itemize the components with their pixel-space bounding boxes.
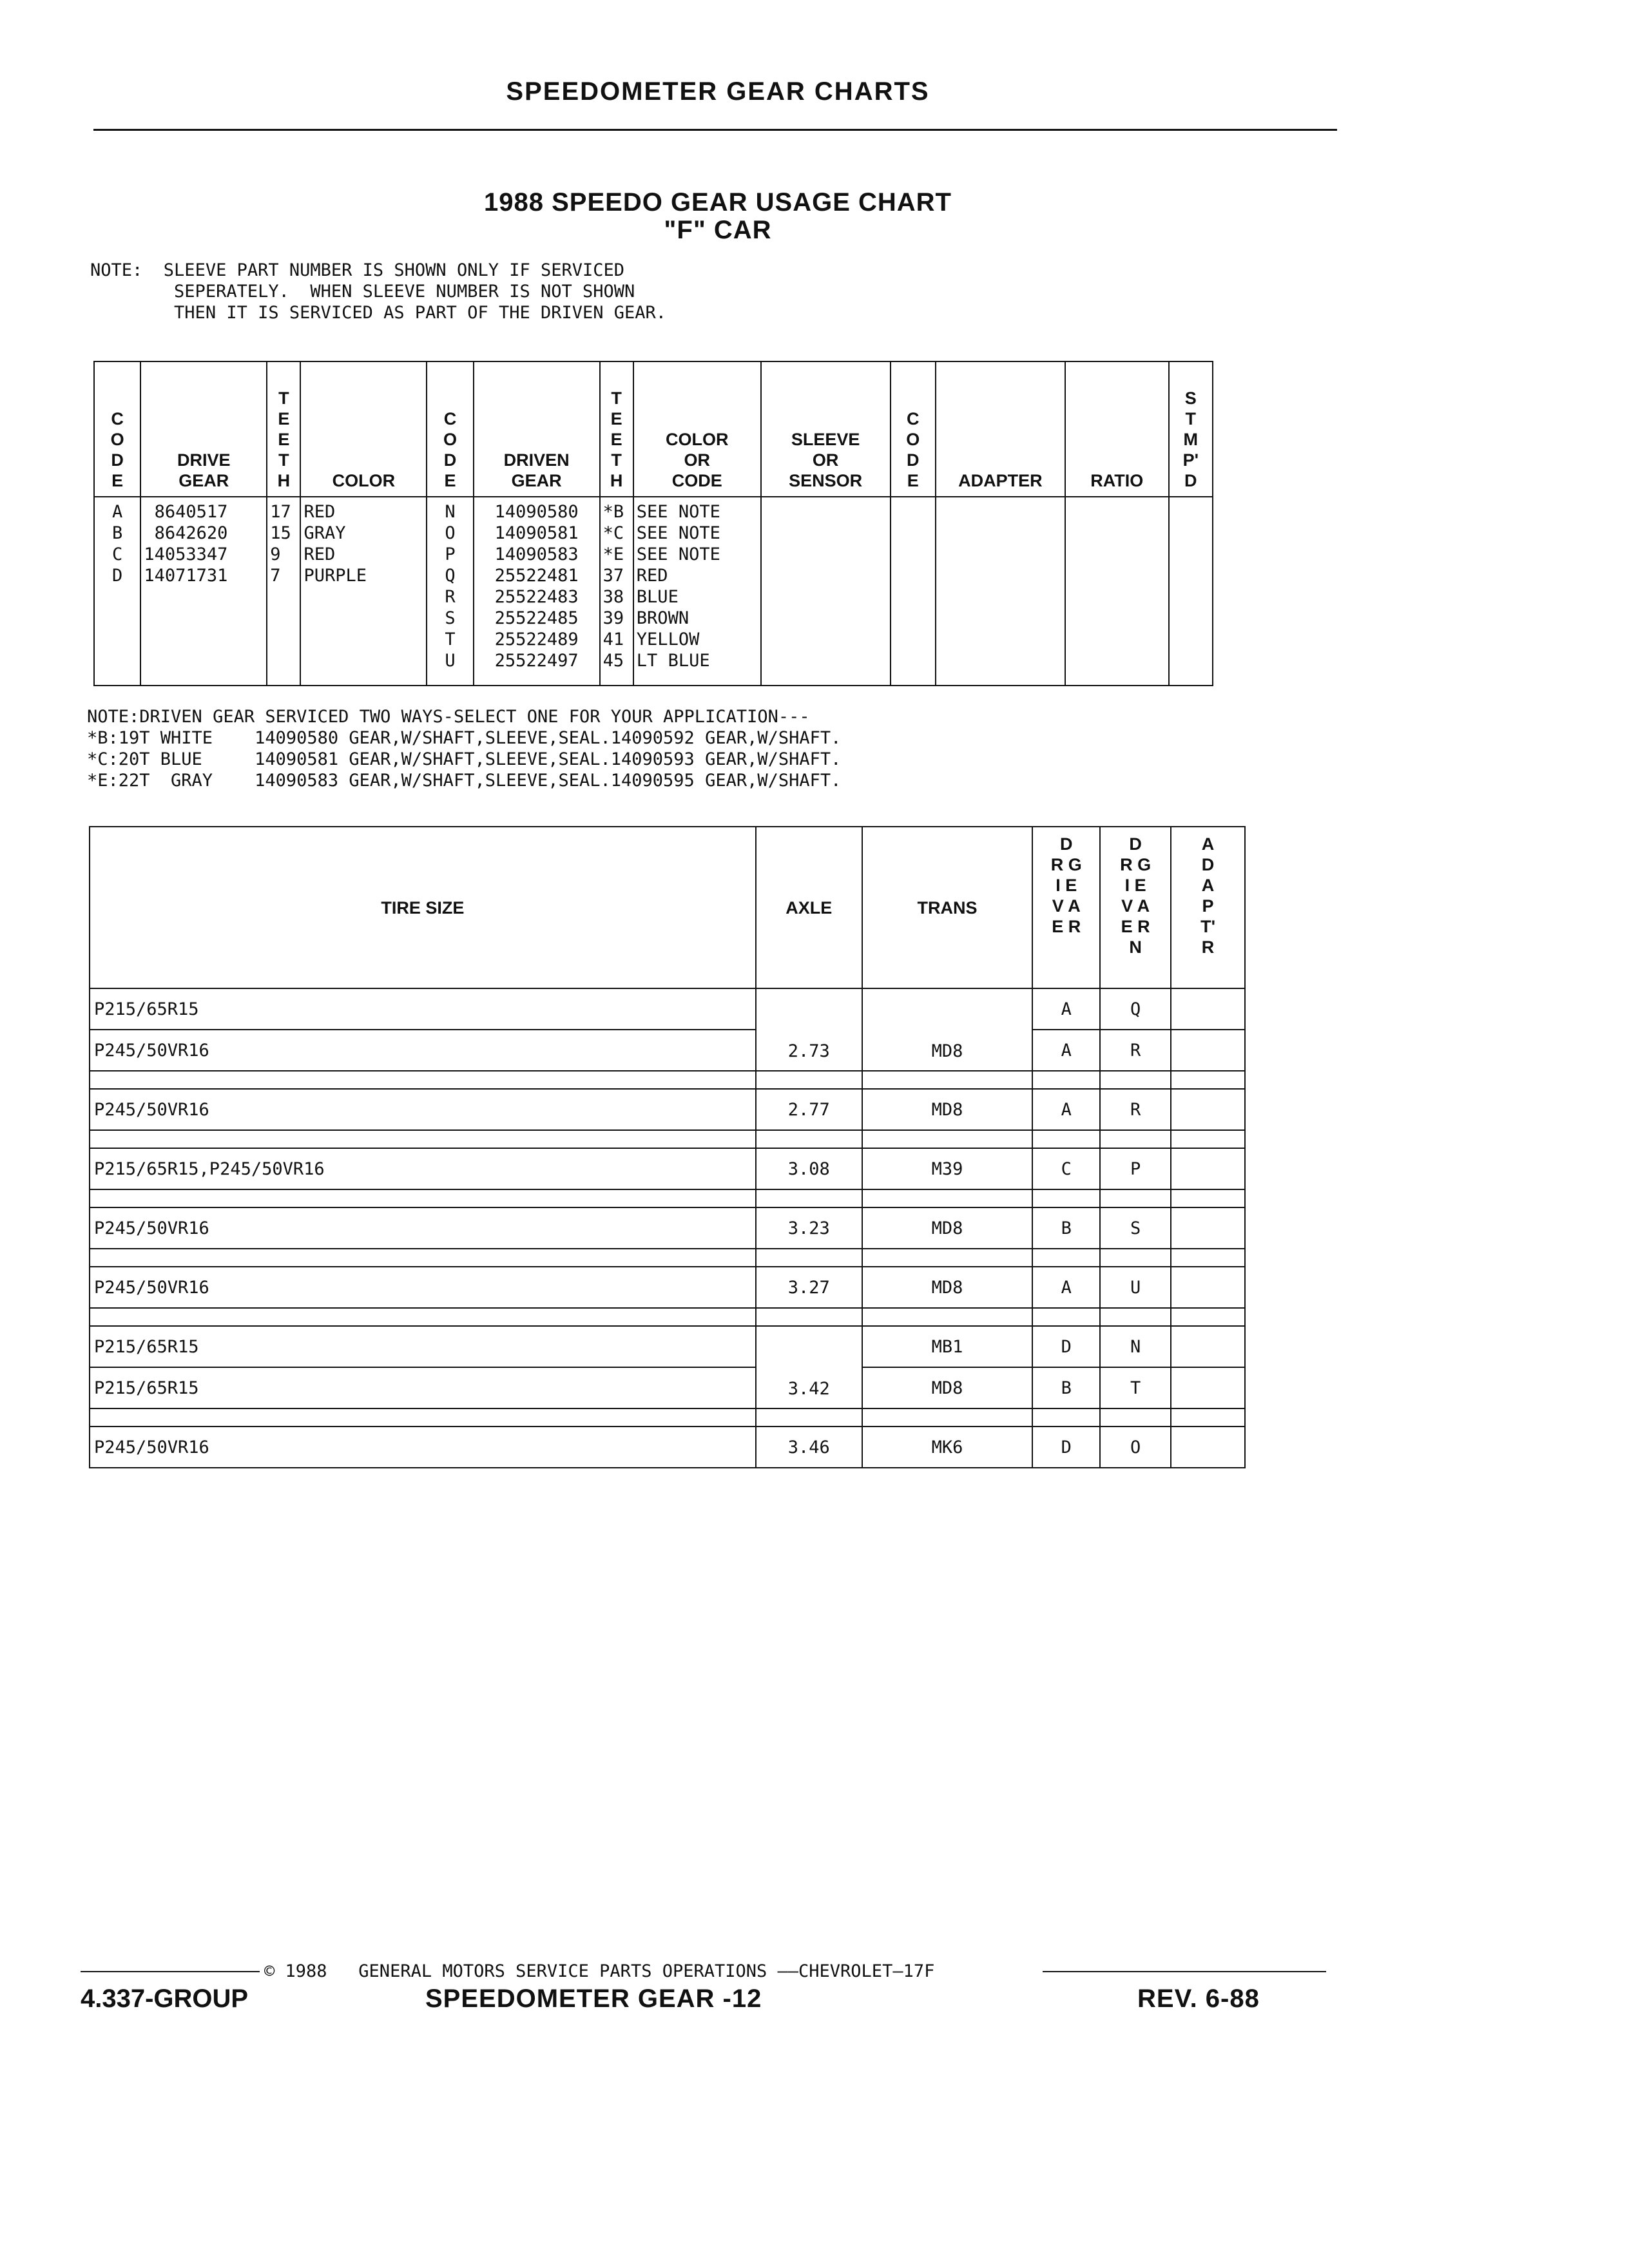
service-note-line: NOTE:DRIVEN GEAR SERVICED TWO WAYS-SELECT ONE FOR YOUR APPLICATION--- <box>87 707 810 727</box>
table-row <box>90 1267 1245 1308</box>
trans-cell: MD8 <box>862 1367 1033 1408</box>
drive-gear-column: 8640517 8642620 14053347 14071731 <box>140 497 267 686</box>
header-color: COLOR <box>300 361 427 497</box>
trans-cell: M39 <box>862 1148 1033 1189</box>
tire-size-cell: P245/50VR16 <box>90 1089 756 1130</box>
ratio-column <box>1065 497 1169 686</box>
header-divider <box>93 129 1337 131</box>
tire-size-cell: P215/65R15 <box>90 988 756 1030</box>
adapter-cell <box>1171 1267 1245 1308</box>
header-teeth: T E E T H <box>267 361 300 497</box>
adapter-cell <box>1171 988 1245 1030</box>
driven-teeth-column: *B *C *E 37 38 39 41 45 <box>600 497 633 686</box>
note-line-2: SEPERATELY. WHEN SLEEVE NUMBER IS NOT SHOWN <box>174 282 635 302</box>
trans-cell: MK6 <box>862 1427 1033 1468</box>
footer-section-title: SPEEDOMETER GEAR -12 <box>425 1984 762 2013</box>
separator-row <box>90 1189 1245 1207</box>
note-line-3: THEN IT IS SERVICED AS PART OF THE DRIVEN GEAR. <box>174 303 667 323</box>
color-column: RED GRAY RED PURPLE <box>300 497 427 686</box>
table-row <box>90 1207 1245 1249</box>
note-label: NOTE: <box>90 260 143 280</box>
tire-size-cell: P245/50VR16 <box>90 1207 756 1249</box>
driven-gear-cell: U <box>1100 1267 1171 1308</box>
header-trans: TRANS <box>862 827 1033 988</box>
header-adapter: ADAPTER <box>936 361 1065 497</box>
separator-row <box>90 1130 1245 1148</box>
drive-gear-cell: A <box>1032 1030 1100 1071</box>
table-row <box>90 1030 1245 1071</box>
stmpd-column <box>1169 497 1213 686</box>
note-line-1: SLEEVE PART NUMBER IS SHOWN ONLY IF SERVICED <box>163 260 625 280</box>
header-color-or-code: COLOR OR CODE <box>633 361 761 497</box>
table-row <box>90 1367 1245 1408</box>
color-or-code-column: SEE NOTE SEE NOTE SEE NOTE RED BLUE BROWN YELLOW LT BLUE <box>633 497 761 686</box>
service-note-line: *C:20T BLUE 14090581 GEAR,W/SHAFT,SLEEVE,SEAL.14090593 GEAR,W/SHAFT. <box>87 749 842 769</box>
table-row <box>90 988 1245 1030</box>
table-row <box>90 1148 1245 1189</box>
chart-subtitle: "F" CAR <box>664 216 772 244</box>
tire-size-cell: P215/65R15,P245/50VR16 <box>90 1148 756 1189</box>
gear-table-body <box>94 497 1213 686</box>
adapter-column <box>936 497 1065 686</box>
header-sleeve-or-sensor: SLEEVE OR SENSOR <box>761 361 891 497</box>
axle-cell: 3.46 <box>756 1427 862 1468</box>
trans-cell: MD8 <box>862 988 1033 1071</box>
drive-gear-cell: A <box>1032 988 1100 1030</box>
driven-gear-cell: Q <box>1100 988 1171 1030</box>
table-row <box>90 1326 1245 1367</box>
driven-gear-cell: R <box>1100 1089 1171 1130</box>
header-code: C O D E <box>427 361 473 497</box>
teeth-column: 17 15 9 7 <box>267 497 300 686</box>
driven-gear-cell: R <box>1100 1030 1171 1071</box>
page-header: SPEEDOMETER GEAR CHARTS <box>506 77 930 106</box>
table-row <box>90 1089 1245 1130</box>
axle-cell: 2.77 <box>756 1089 862 1130</box>
tire-size-cell: P245/50VR16 <box>90 1427 756 1468</box>
trans-cell: MD8 <box>862 1267 1033 1308</box>
drive-gear-cell: A <box>1032 1089 1100 1130</box>
header-drive-gear: D R G I E V A E R <box>1032 827 1100 988</box>
driven-gear-cell: O <box>1100 1427 1171 1468</box>
code3-column <box>891 497 936 686</box>
adapter-cell <box>1171 1326 1245 1367</box>
footer-rule <box>81 1971 260 1972</box>
separator-row <box>90 1308 1245 1326</box>
header-teeth: T E E T H <box>600 361 633 497</box>
tire-size-cell: P215/65R15 <box>90 1367 756 1408</box>
footer-copyright: © 1988 GENERAL MOTORS SERVICE PARTS OPERATIONS ——CHEVROLET—17F <box>264 1961 935 1981</box>
drive-gear-cell: A <box>1032 1267 1100 1308</box>
axle-cell: 3.08 <box>756 1148 862 1189</box>
drive-gear-cell: D <box>1032 1427 1100 1468</box>
drive-gear-cell: B <box>1032 1367 1100 1408</box>
tire-size-cell: P245/50VR16 <box>90 1267 756 1308</box>
code-column: A B C D <box>94 497 140 686</box>
trans-cell: MD8 <box>862 1207 1033 1249</box>
footer-rule <box>1043 1971 1326 1972</box>
table-row <box>90 1427 1245 1468</box>
tire-usage-table <box>89 826 1246 1468</box>
driven-gear-service-note <box>87 706 841 791</box>
header-adapter: A D A P T' R <box>1171 827 1245 988</box>
driven-gear-cell: T <box>1100 1367 1171 1408</box>
driven-code-column: N O P Q R S T U <box>427 497 473 686</box>
driven-gear-cell: S <box>1100 1207 1171 1249</box>
trans-cell: MB1 <box>862 1326 1033 1367</box>
adapter-cell <box>1171 1427 1245 1468</box>
trans-cell: MD8 <box>862 1089 1033 1130</box>
header-axle: AXLE <box>756 827 862 988</box>
axle-cell: 3.23 <box>756 1207 862 1249</box>
separator-row <box>90 1408 1245 1427</box>
drive-gear-cell: B <box>1032 1207 1100 1249</box>
adapter-cell <box>1171 1207 1245 1249</box>
header-tire-size: TIRE SIZE <box>90 827 756 988</box>
header-code: C O D E <box>94 361 140 497</box>
separator-row <box>90 1249 1245 1267</box>
driven-gear-cell: N <box>1100 1326 1171 1367</box>
adapter-cell <box>1171 1367 1245 1408</box>
sleeve-column <box>761 497 891 686</box>
header-stmpd: S T M P' D <box>1169 361 1213 497</box>
header-driven-gear: D R G I E V A E R N <box>1100 827 1171 988</box>
chart-title: 1988 SPEEDO GEAR USAGE CHART <box>484 188 952 216</box>
usage-table-header <box>90 827 1245 988</box>
gear-table-header <box>94 361 1213 497</box>
header-ratio: RATIO <box>1065 361 1169 497</box>
header-code: C O D E <box>891 361 936 497</box>
sleeve-note <box>90 260 666 323</box>
adapter-cell <box>1171 1089 1245 1130</box>
tire-size-cell: P215/65R15 <box>90 1326 756 1367</box>
service-note-line: *E:22T GRAY 14090583 GEAR,W/SHAFT,SLEEVE,SEAL.14090595 GEAR,W/SHAFT. <box>87 771 842 791</box>
tire-size-cell: P245/50VR16 <box>90 1030 756 1071</box>
driven-gear-column: 14090580 14090581 14090583 25522481 25522483 25522485 25522489 25522497 <box>474 497 600 686</box>
footer-revision: REV. 6-88 <box>1137 1984 1260 2013</box>
axle-cell: 2.73 <box>756 988 862 1071</box>
header-drive-gear: DRIVE GEAR <box>140 361 267 497</box>
axle-cell: 3.27 <box>756 1267 862 1308</box>
driven-gear-cell: P <box>1100 1148 1171 1189</box>
adapter-cell <box>1171 1030 1245 1071</box>
adapter-cell <box>1171 1148 1245 1189</box>
service-note-line: *B:19T WHITE 14090580 GEAR,W/SHAFT,SLEEVE,SEAL.14090592 GEAR,W/SHAFT. <box>87 728 842 748</box>
separator-row <box>90 1071 1245 1089</box>
footer-group-number: 4.337-GROUP <box>81 1984 249 2013</box>
header-driven-gear: DRIVEN GEAR <box>474 361 600 497</box>
gear-parts-table <box>93 361 1213 686</box>
axle-cell: 3.42 <box>756 1326 862 1408</box>
drive-gear-cell: D <box>1032 1326 1100 1367</box>
drive-gear-cell: C <box>1032 1148 1100 1189</box>
